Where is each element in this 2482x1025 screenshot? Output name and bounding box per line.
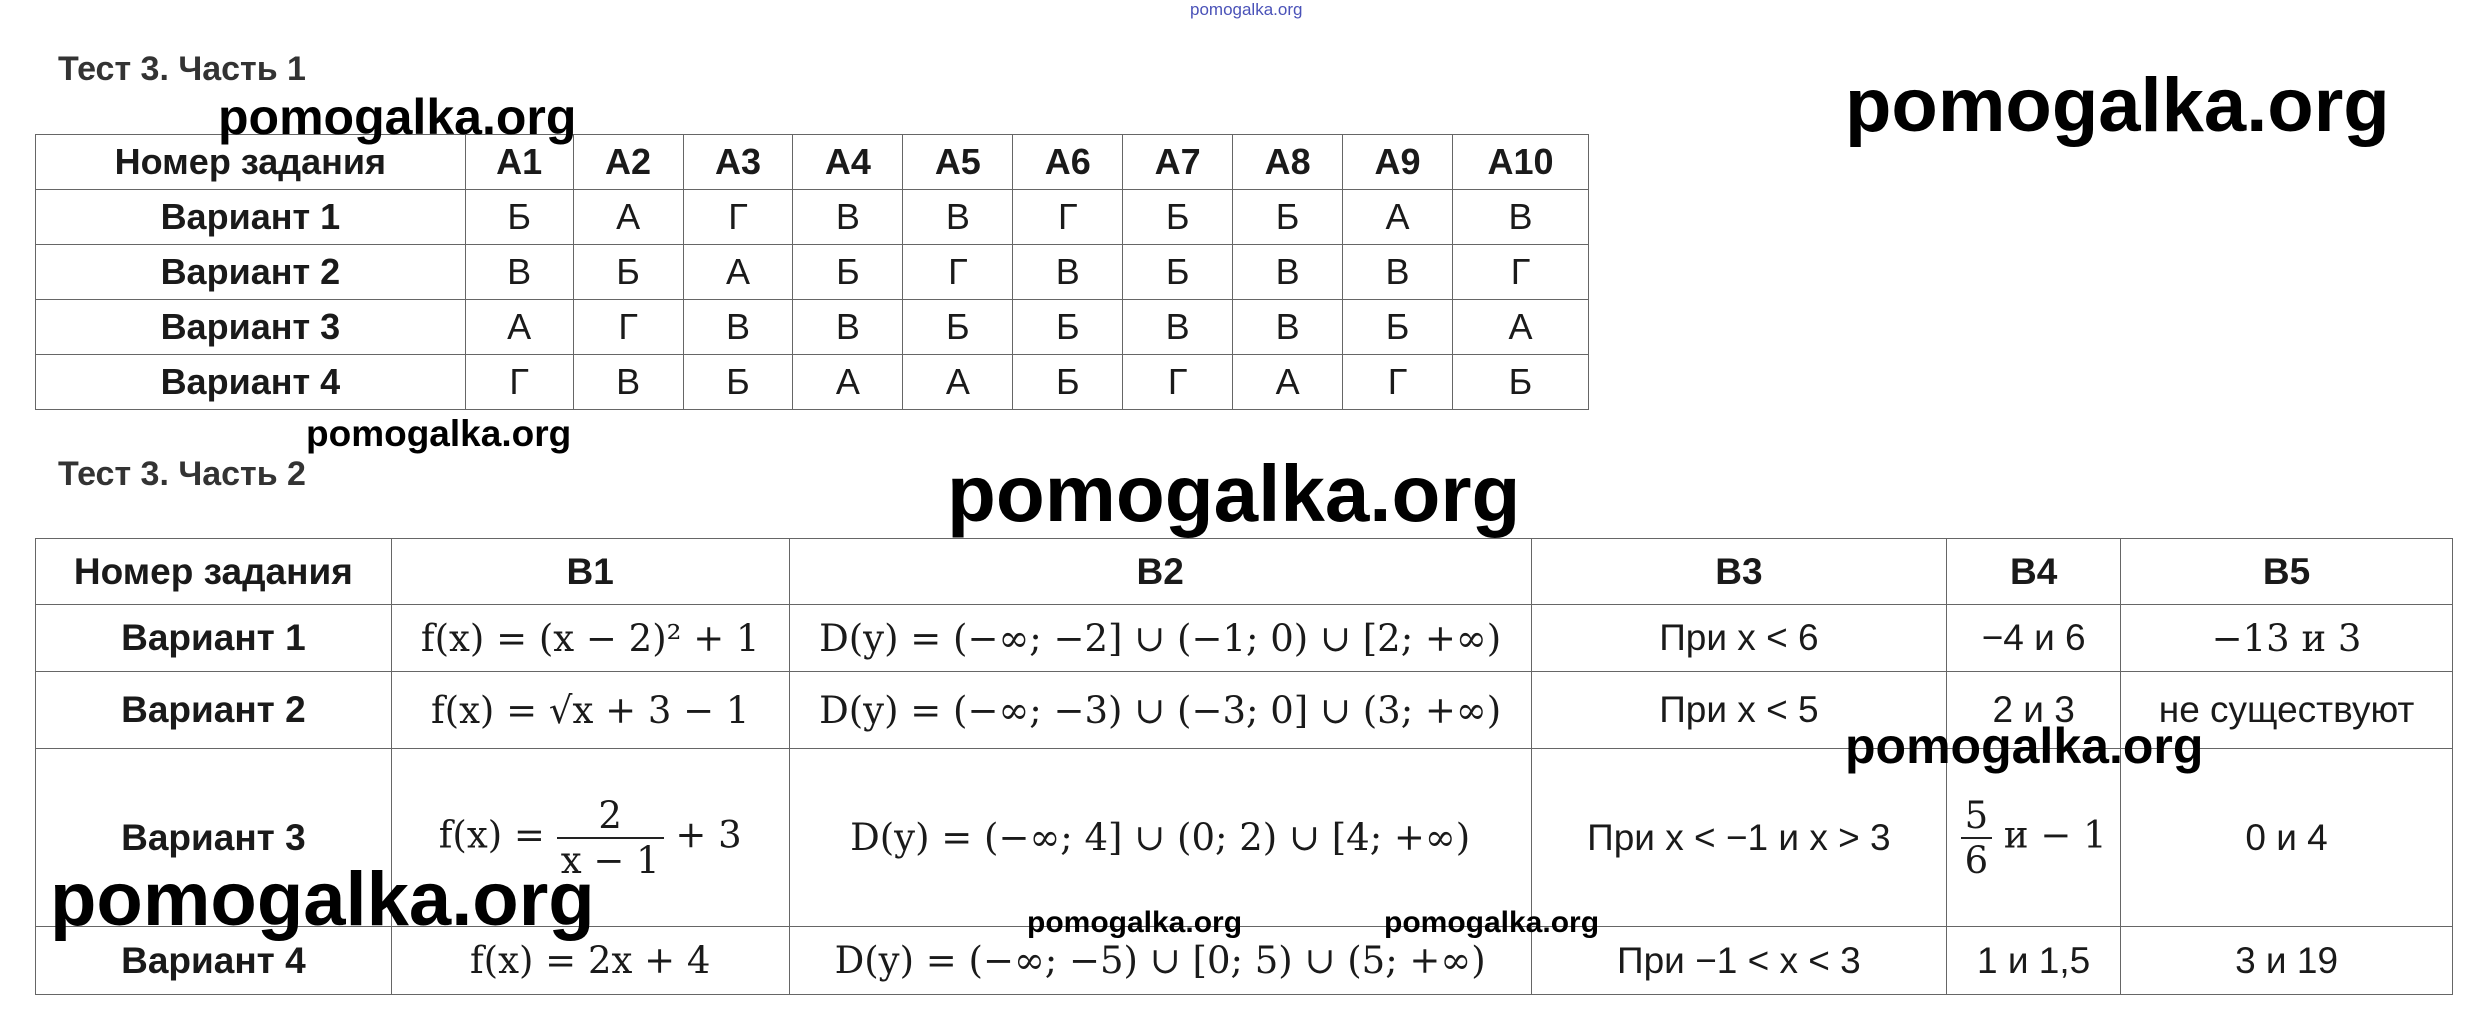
answer-cell: Б	[1013, 300, 1123, 355]
answer-cell: −4 и 6	[1947, 605, 2121, 672]
answer-cell: При x < 5	[1531, 672, 1947, 749]
answer-cell: Г	[1343, 355, 1453, 410]
formula-cell: f(x) = √x + 3 − 1	[391, 672, 789, 749]
answer-cell: Г	[573, 300, 683, 355]
watermark: pomogalka.org	[218, 89, 577, 145]
answer-cell: Б	[573, 245, 683, 300]
variant-label: Вариант 1	[36, 190, 466, 245]
header-cell: А1	[465, 135, 573, 190]
header-cell: А10	[1452, 135, 1588, 190]
answer-cell: В	[793, 190, 903, 245]
table-row	[36, 190, 1589, 245]
answer-cell: 0 и 4	[2121, 749, 2453, 927]
header-cell: В3	[1531, 539, 1947, 605]
answer-cell: При −1 < x < 3	[1531, 927, 1947, 995]
answer-cell: При x < −1 и x > 3	[1531, 749, 1947, 927]
answer-cell: А	[683, 245, 793, 300]
answer-cell: Г	[465, 355, 573, 410]
header-cell: В5	[2121, 539, 2453, 605]
formula-cell: D(y) = (−∞; −2] ∪ (−1; 0) ∪ [2; +∞)	[789, 605, 1531, 672]
answer-cell: Б	[683, 355, 793, 410]
header-cell: А6	[1013, 135, 1123, 190]
answer-cell: Г	[903, 245, 1013, 300]
answer-cell: −13 и 3	[2121, 605, 2453, 672]
answer-cell: Б	[1123, 190, 1233, 245]
header-cell: А9	[1343, 135, 1453, 190]
watermark: pomogalka.org	[1384, 906, 1600, 939]
answer-cell: В	[1233, 300, 1343, 355]
table-row	[36, 300, 1589, 355]
formula-cell: D(y) = (−∞; −5) ∪ [0; 5) ∪ (5; +∞)	[789, 927, 1531, 995]
formula-cell: D(y) = (−∞; −3) ∪ (−3; 0] ∪ (3; +∞)	[789, 672, 1531, 749]
watermark: pomogalka.org	[1027, 906, 1243, 939]
answer-cell: Г	[1123, 355, 1233, 410]
answer-cell: А	[903, 355, 1013, 410]
header-cell: А3	[683, 135, 793, 190]
answer-cell: $\frac{5}{6}$ и − 1	[1947, 749, 2121, 927]
top-watermark: pomogalka.org	[1190, 0, 1303, 19]
part1-title: Тест 3. Часть 1	[58, 50, 306, 88]
answer-cell: А	[793, 355, 903, 410]
answer-cell: В	[793, 300, 903, 355]
variant-label: Вариант 4	[36, 355, 466, 410]
header-cell: А5	[903, 135, 1013, 190]
variant-label: Вариант 2	[36, 672, 392, 749]
answer-cell: А	[1452, 300, 1588, 355]
part2-title: Тест 3. Часть 2	[58, 455, 306, 493]
answer-cell: Б	[1013, 355, 1123, 410]
answer-cell: Г	[1452, 245, 1588, 300]
answer-cell: Б	[465, 190, 573, 245]
formula-cell: f(x) = $\frac{2}{x - 1}$ + 3	[391, 749, 789, 927]
answer-cell: Б	[793, 245, 903, 300]
answer-cell: При x < 6	[1531, 605, 1947, 672]
watermark: pomogalka.org	[947, 449, 1521, 538]
answer-cell: Г	[683, 190, 793, 245]
answer-cell: В	[465, 245, 573, 300]
answer-cell: В	[683, 300, 793, 355]
watermark: pomogalka.org	[50, 857, 595, 942]
answer-cell: 3 и 19	[2121, 927, 2453, 995]
variant-label: Вариант 2	[36, 245, 466, 300]
formula-cell: f(x) = (x − 2)² + 1	[391, 605, 789, 672]
header-cell: А2	[573, 135, 683, 190]
watermark: pomogalka.org	[1845, 718, 2204, 774]
answer-cell: 1 и 1,5	[1947, 927, 2121, 995]
header-cell: В1	[391, 539, 789, 605]
table-header-row	[36, 539, 2453, 605]
answers-table-part1	[35, 134, 1589, 410]
answer-cell: Б	[1452, 355, 1588, 410]
header-cell: В2	[789, 539, 1531, 605]
table-row	[36, 605, 2453, 672]
formula-cell: f(x) = 2x + 4	[391, 927, 789, 995]
answer-cell: А	[465, 300, 573, 355]
answer-cell: В	[903, 190, 1013, 245]
answer-cell: В	[573, 355, 683, 410]
formula-cell: D(y) = (−∞; 4] ∪ (0; 2) ∪ [4; +∞)	[789, 749, 1531, 927]
header-cell: Номер задания	[36, 135, 466, 190]
answer-cell: В	[1013, 245, 1123, 300]
answer-cell: Г	[1013, 190, 1123, 245]
answer-cell: В	[1233, 245, 1343, 300]
watermark: pomogalka.org	[306, 413, 572, 454]
answer-cell: А	[573, 190, 683, 245]
table-row	[36, 245, 1589, 300]
variant-label: Вариант 4	[36, 927, 392, 995]
answer-cell: не существуют	[2121, 672, 2453, 749]
answer-cell: Б	[1123, 245, 1233, 300]
header-cell: В4	[1947, 539, 2121, 605]
answer-cell: Б	[903, 300, 1013, 355]
answer-cell: 2 и 3	[1947, 672, 2121, 749]
header-cell: А4	[793, 135, 903, 190]
answer-cell: Б	[1343, 300, 1453, 355]
header-cell: Номер задания	[36, 539, 392, 605]
answer-cell: В	[1343, 245, 1453, 300]
answer-cell: А	[1233, 355, 1343, 410]
header-cell: А7	[1123, 135, 1233, 190]
fraction: $\frac{5}{6}$	[1961, 794, 1993, 882]
answer-cell: В	[1123, 300, 1233, 355]
variant-label: Вариант 1	[36, 605, 392, 672]
fraction: $\frac{2}{x - 1}$	[557, 794, 664, 882]
variant-label: Вариант 3	[36, 300, 466, 355]
watermark: pomogalka.org	[1845, 63, 2390, 148]
header-cell: А8	[1233, 135, 1343, 190]
answer-cell: В	[1452, 190, 1588, 245]
table-row	[36, 355, 1589, 410]
answer-cell: Б	[1233, 190, 1343, 245]
variant-label: Вариант 3	[36, 749, 392, 927]
answer-cell: А	[1343, 190, 1453, 245]
